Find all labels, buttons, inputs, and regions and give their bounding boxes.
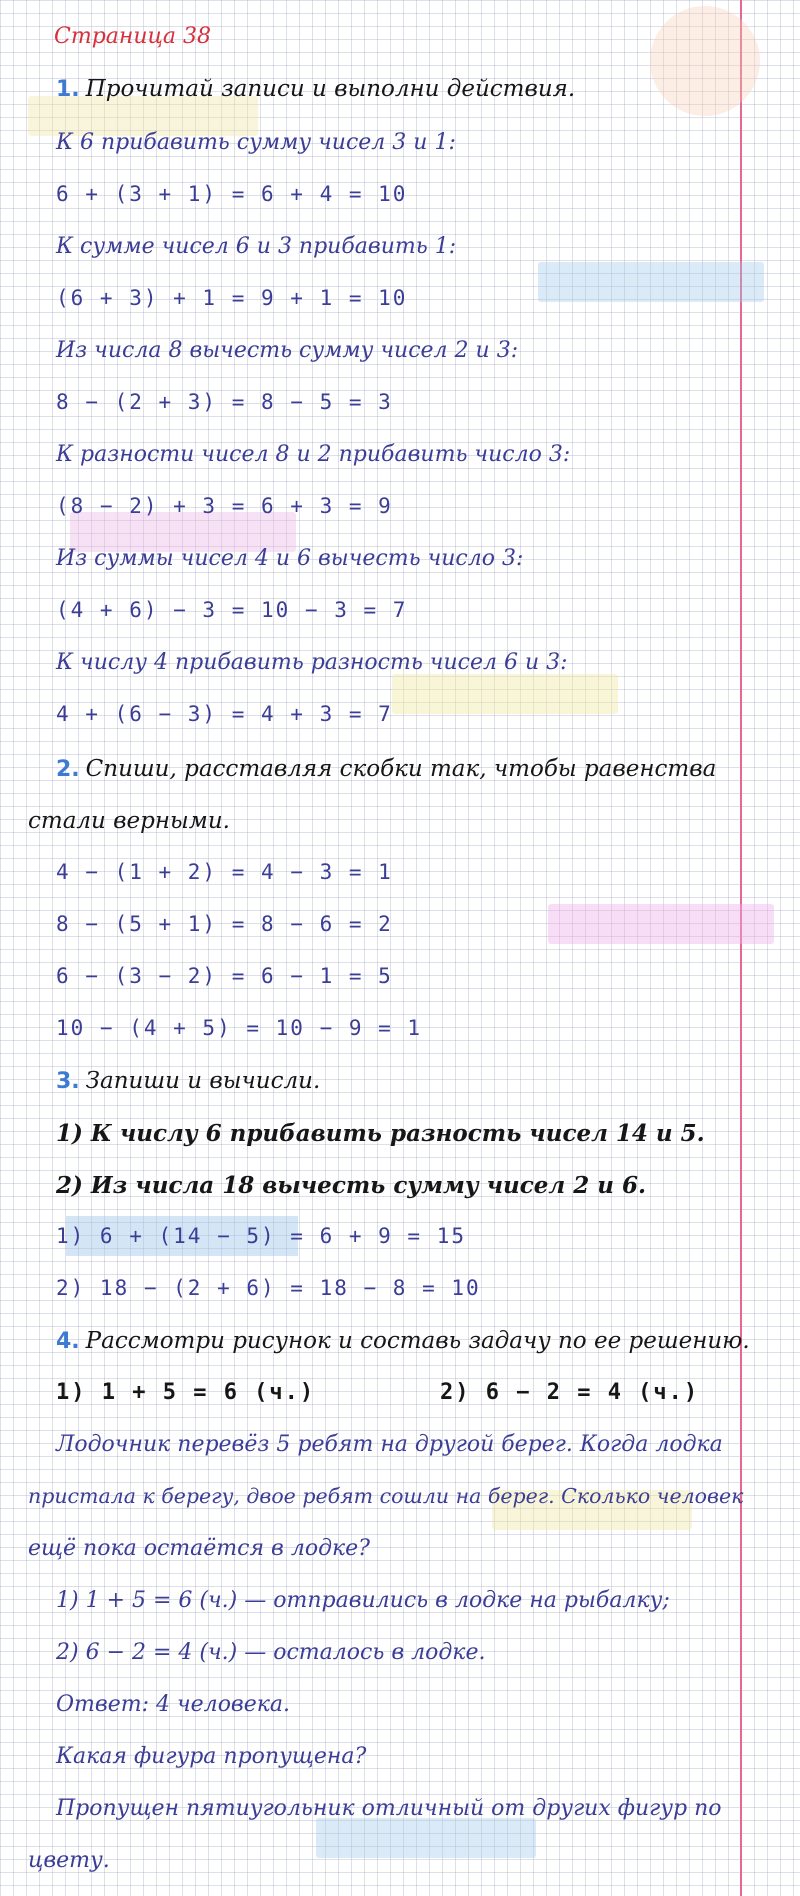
task-1-line: К разности чисел 8 и 2 прибавить число 3: (56, 442, 571, 467)
task-2-heading (56, 756, 716, 782)
task-1-heading (56, 76, 575, 102)
task-4-given-2: 2) 6 − 2 = 4 (ч.) (440, 1380, 700, 1405)
task-2-title: Спиши, расставляя скобки так, чтобы равенства (85, 756, 717, 782)
task-4-given-1: 1) 1 + 5 = 6 (ч.) (56, 1380, 316, 1405)
task-3-number: 3. (56, 1069, 80, 1094)
task-1-line: Из числа 8 вычесть сумму чисел 2 и 3: (56, 338, 519, 363)
task-1-line: К сумме чисел 6 и 3 прибавить 1: (56, 234, 457, 259)
task-2-line: 4 − (1 + 2) = 4 − 3 = 1 (56, 860, 393, 884)
task-1-line: К числу 4 прибавить разность чисел 6 и 3: (56, 650, 568, 675)
task-4-story-line: пристала к берегу, двое ребят сошли на берег. Сколько человек (28, 1484, 744, 1508)
extra-answer-continued: цвету. (28, 1848, 110, 1873)
task-2-line: 6 − (3 − 2) = 6 − 1 = 5 (56, 964, 393, 988)
task-1-line: К 6 прибавить сумму чисел 3 и 1: (56, 130, 456, 155)
task-1-line: 6 + (3 + 1) = 6 + 4 = 10 (56, 182, 408, 206)
task-3-statement: 1) К числу 6 прибавить разность чисел 14 и 5. (56, 1120, 705, 1147)
task-1-line: 4 + (6 − 3) = 4 + 3 = 7 (56, 702, 393, 726)
task-1-line: (6 + 3) + 1 = 9 + 1 = 10 (56, 286, 408, 310)
task-1-line: (4 + 6) − 3 = 10 − 3 = 7 (56, 598, 408, 622)
task-4-story-line: Лодочник перевёз 5 ребят на другой берег. Когда лодка (56, 1432, 723, 1457)
task-4-title: Рассмотри рисунок и составь задачу по ее решению. (85, 1328, 750, 1354)
watermark (392, 674, 618, 714)
task-1-line: (8 − 2) + 3 = 6 + 3 = 9 (56, 494, 393, 518)
watermark (538, 262, 764, 302)
task-3-answer: 1) 6 + (14 − 5) = 6 + 9 = 15 (56, 1224, 467, 1248)
task-4-heading (56, 1328, 750, 1354)
task-2-line: 8 − (5 + 1) = 8 − 6 = 2 (56, 912, 393, 936)
task-4-number: 4. (56, 1329, 80, 1354)
task-4-solution-line: 2) 6 − 2 = 4 (ч.) — осталось в лодке. (56, 1640, 486, 1665)
task-3-answer: 2) 18 − (2 + 6) = 18 − 8 = 10 (56, 1276, 481, 1300)
extra-question: Какая фигура пропущена? (56, 1744, 367, 1769)
task-2-number: 2. (56, 757, 80, 782)
task-2-line: 10 − (4 + 5) = 10 − 9 = 1 (56, 1016, 423, 1040)
task-4-solution-line: 1) 1 + 5 = 6 (ч.) — отправились в лодке на рыбалку; (56, 1588, 670, 1613)
extra-answer: Пропущен пятиугольник отличный от других фигур по (56, 1796, 722, 1821)
task-1-line: Из суммы чисел 4 и 6 вычесть число 3: (56, 546, 524, 571)
task-3-title: Запиши и вычисли. (85, 1068, 321, 1094)
task-3-statement: 2) Из числа 18 вычесть сумму чисел 2 и 6. (56, 1172, 646, 1199)
task-2-title-continued: стали верными. (28, 808, 230, 834)
task-1-line: 8 − (2 + 3) = 8 − 5 = 3 (56, 390, 393, 414)
page-title: Страница 38 (54, 24, 212, 49)
task-1-number: 1. (56, 77, 80, 102)
watermark (548, 904, 774, 944)
task-1-title: Прочитай записи и выполни действия. (85, 76, 576, 102)
task-4-answer: Ответ: 4 человека. (56, 1692, 291, 1717)
task-3-heading (56, 1068, 320, 1094)
logo-watermark (650, 6, 760, 116)
task-4-story-line: ещё пока остаётся в лодке? (28, 1536, 370, 1561)
watermark (316, 1818, 536, 1858)
